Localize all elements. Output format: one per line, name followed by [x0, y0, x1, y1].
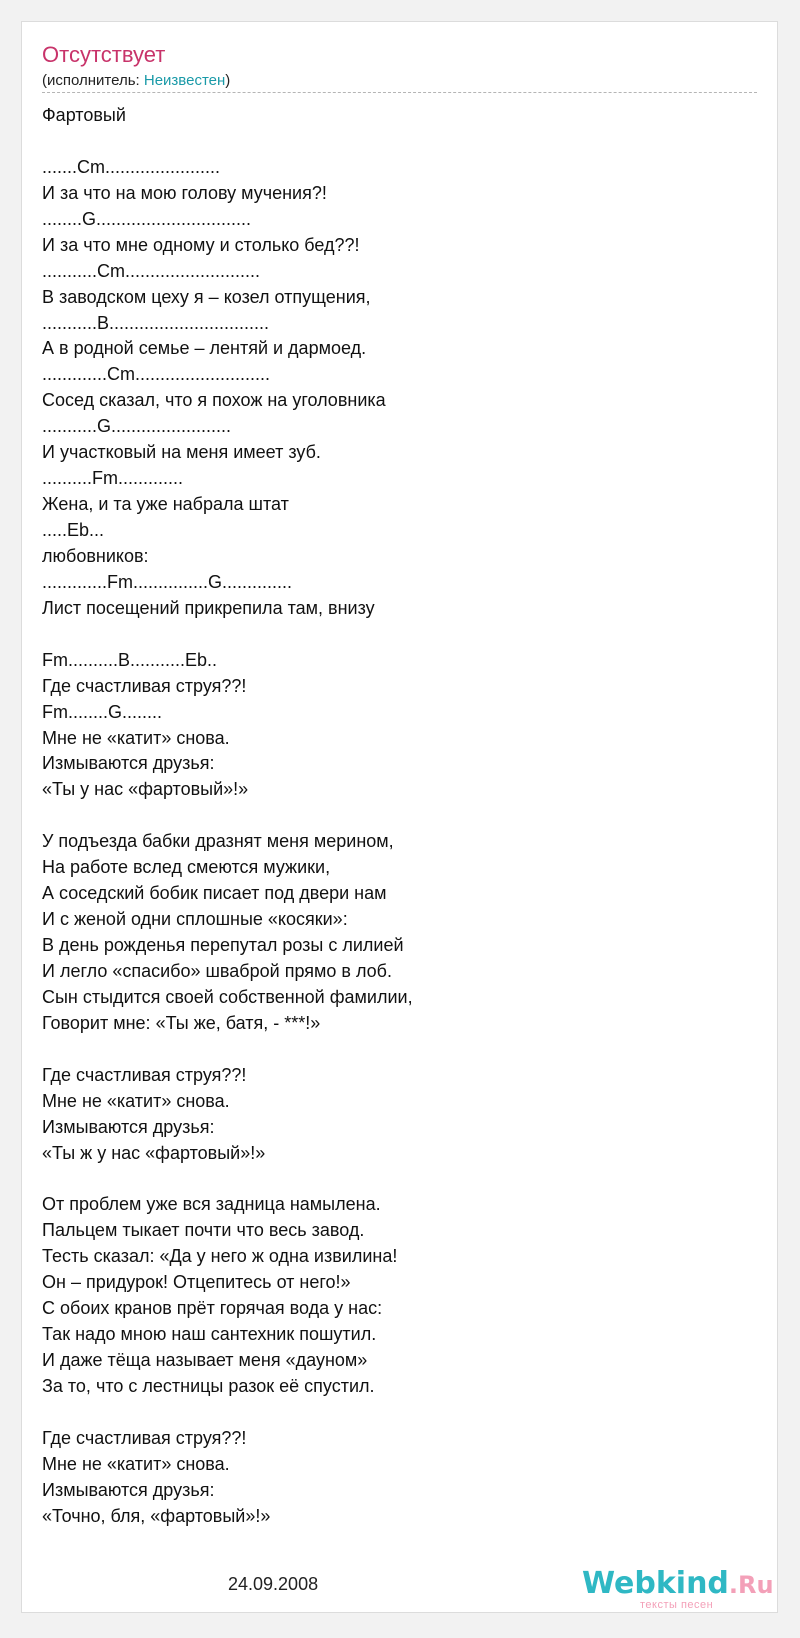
lyric-line: В заводском цеху я – козел отпущения, [42, 286, 371, 307]
lyric-line: ...........B................................ [42, 312, 270, 333]
logo-tagline: тексты песен [640, 1599, 714, 1611]
lyric-line: .....Eb... [42, 520, 105, 540]
lyric-line: Измываются друзья: [42, 1116, 215, 1137]
lyric-line: ........G............................... [42, 208, 252, 229]
lyric-line: Так надо мною наш сантехник пошутил. [42, 1324, 377, 1345]
lyric-line: Мне не «катит» снова. [42, 727, 230, 748]
lyric-line: Где счастливая струя??! [42, 1064, 247, 1085]
lyric-line: И легло «спасибо» шваброй прямо в лоб. [42, 960, 392, 981]
lyric-line: ...........Cm........................... [42, 260, 261, 281]
lyric-line: Сын стыдится своей собственной фамилии, [42, 986, 413, 1007]
logo-wordmark [582, 1567, 782, 1602]
lyric-line: Говорит мне: «Ты же, батя, - ***!» [42, 1012, 321, 1033]
lyric-line: И за что мне одному и столько бед??! [42, 234, 360, 255]
lyric-line: Измываются друзья: [42, 1479, 215, 1500]
logo-tld: .Ru [728, 1571, 774, 1599]
lyric-line: Фартовый [42, 105, 126, 125]
title-divider [42, 92, 757, 93]
lyric-line: А соседский бобик писает под двери нам [42, 883, 387, 904]
song-title: Отсутствует [42, 42, 166, 67]
lyrics-card [21, 21, 778, 1613]
lyrics-body [42, 103, 762, 1530]
blank-line [42, 1400, 762, 1426]
lyric-line: В день рожденья перепутал розы с лилией [42, 935, 404, 955]
performer-suffix: ) [225, 72, 231, 89]
blank-line [42, 1166, 762, 1192]
lyric-line: .......Cm....................... [42, 156, 221, 177]
lyric-line: «Ты у нас «фартовый»!» [42, 779, 249, 800]
lyric-line: Где счастливая струя??! [42, 1427, 247, 1448]
blank-line [42, 1037, 762, 1063]
lyric-line: Тесть сказал: «Да у него ж одна извилина! [42, 1246, 398, 1267]
lyric-line: «Ты ж у нас «фартовый»!» [42, 1142, 266, 1163]
lyric-line: Пальцем тыкает почти что весь завод. [42, 1220, 365, 1241]
lyric-line: ...........G........................ [42, 416, 232, 437]
lyric-line: У подъезда бабки дразнят меня мерином, [42, 831, 394, 852]
lyric-line: ..........Fm............. [42, 468, 184, 489]
lyric-line: За то, что с лестницы разок её спустил. [42, 1375, 375, 1396]
lyric-line: С обоих кранов прёт горячая вода у нас: [42, 1298, 383, 1319]
lyric-line: Жена, и та уже набрала штат [42, 494, 289, 515]
lyric-line: Сосед сказал, что я похож на уголовника [42, 390, 386, 411]
lyric-line: .............Cm........................... [42, 364, 271, 385]
lyric-line: От проблем уже вся задница намылена. [42, 1194, 381, 1215]
site-logo[interactable] [582, 1567, 782, 1617]
lyric-line: Fm..........B...........Eb.. [42, 649, 218, 670]
lyric-line: Лист посещений прикрепила там, внизу [42, 597, 375, 618]
lyric-line: И участковый на меня имеет зуб. [42, 442, 321, 463]
lyric-line: И за что на мою голову мучения?! [42, 182, 327, 203]
lyric-line: Измываются друзья: [42, 753, 215, 774]
lyric-line: На работе вслед смеются мужики, [42, 857, 331, 878]
lyric-line: Где счастливая струя??! [42, 675, 247, 696]
performer-prefix: (исполнитель: [42, 72, 144, 89]
lyric-line: И с женой одни сплошные «косяки»: [42, 909, 348, 930]
lyric-line: «Точно, бля, «фартовый»!» [42, 1505, 271, 1526]
lyric-line: Fm........G........ [42, 701, 163, 722]
lyric-line: .............Fm...............G.............. [42, 571, 293, 592]
performer-link[interactable]: Неизвестен [143, 72, 226, 89]
lyric-line: И даже тёща называет меня «дауном» [42, 1350, 368, 1370]
performer-line [42, 72, 230, 90]
lyric-line: Мне не «катит» снова. [42, 1090, 230, 1111]
lyric-line: любовников: [42, 545, 149, 566]
blank-line [42, 803, 762, 829]
blank-line [42, 129, 762, 155]
publish-date: 24.09.2008 [228, 1574, 319, 1594]
blank-line [42, 622, 762, 648]
logo-main-text: Webkind [582, 1566, 729, 1601]
lyric-line: Он – придурок! Отцепитесь от него!» [42, 1272, 351, 1293]
lyric-line: А в родной семье – лентяй и дармоед. [42, 338, 367, 359]
lyric-line: Мне не «катит» снова. [42, 1453, 230, 1474]
